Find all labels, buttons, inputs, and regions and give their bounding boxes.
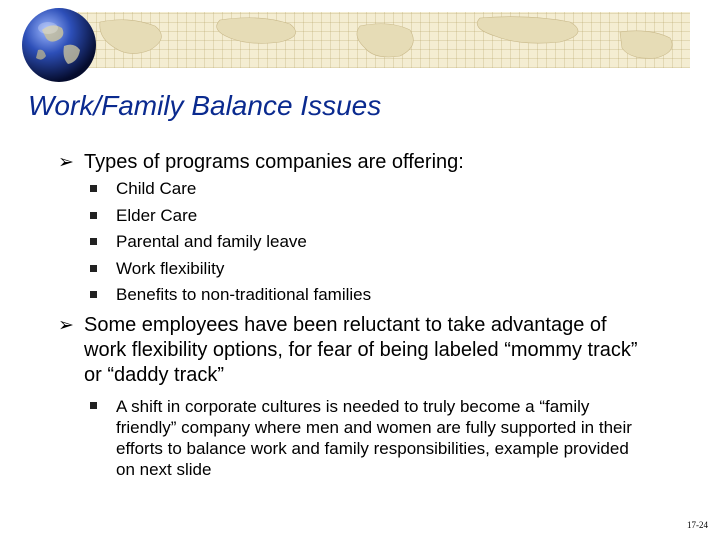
square-bullet-icon bbox=[90, 212, 97, 219]
world-map-banner bbox=[60, 12, 690, 68]
bullet-programs bbox=[58, 150, 658, 175]
arrow-bullet-icon: ➢ bbox=[58, 315, 74, 336]
program-types-list bbox=[90, 176, 371, 309]
bullet-reluctance-text: Some employees have been reluctant to take advantage of work flexibility options, for fear of being labeled “mommy track” or “daddy track” bbox=[84, 314, 638, 386]
square-bullet-icon bbox=[90, 238, 97, 245]
square-bullet-icon bbox=[90, 291, 97, 298]
sub-bullet-culture-shift bbox=[90, 396, 650, 480]
list-item: Benefits to non-traditional families bbox=[90, 282, 371, 309]
list-item: Elder Care bbox=[90, 203, 371, 230]
square-bullet-icon bbox=[90, 402, 97, 409]
list-item: Parental and family leave bbox=[90, 229, 371, 256]
bullet-reluctance bbox=[58, 313, 648, 388]
page-number: 17-24 bbox=[687, 520, 708, 530]
list-item: Work flexibility bbox=[90, 256, 371, 283]
map-continents bbox=[60, 12, 690, 68]
square-bullet-icon bbox=[90, 185, 97, 192]
arrow-bullet-icon: ➢ bbox=[58, 152, 74, 173]
list-item: Child Care bbox=[90, 176, 371, 203]
sub-bullet-culture-text: A shift in corporate cultures is needed to truly become a “family friendly” company where men and women are fully supported in their efforts to balance work and family responsibilities, example provided on next slide bbox=[116, 397, 632, 479]
bullet-programs-text: Types of programs companies are offering: bbox=[84, 151, 464, 173]
globe-icon bbox=[20, 6, 98, 84]
slide-title: Work/Family Balance Issues bbox=[28, 90, 382, 121]
square-bullet-icon bbox=[90, 265, 97, 272]
